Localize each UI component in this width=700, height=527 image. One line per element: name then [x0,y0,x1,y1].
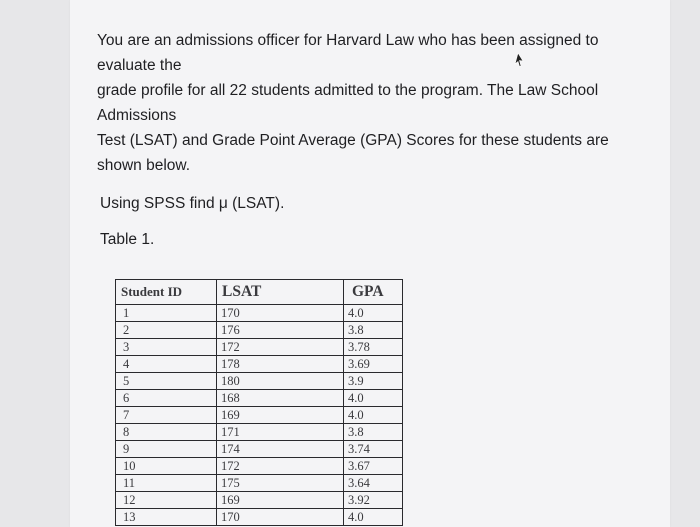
cell-student-id: 12 [116,492,217,509]
question-text [97,28,637,178]
question-line-3: Test (LSAT) and Grade Point Average (GPA) Scores for these students are shown below. [97,132,609,174]
cell-lsat: 169 [217,407,344,424]
cell-gpa: 3.78 [344,339,403,356]
cell-lsat: 176 [217,322,344,339]
cell-gpa: 3.8 [344,322,403,339]
cell-student-id: 2 [116,322,217,339]
cell-gpa: 4.0 [344,390,403,407]
question-prompt: Using SPSS find μ (LSAT). [100,195,285,212]
table-row [116,322,403,339]
cell-student-id: 1 [116,305,217,322]
cell-lsat: 172 [217,458,344,475]
question-line-1: You are an admissions officer for Harvard Law who has been assigned to evaluate the [97,32,599,74]
table-row [116,492,403,509]
cell-gpa: 3.92 [344,492,403,509]
cell-gpa: 3.9 [344,373,403,390]
cell-lsat: 169 [217,492,344,509]
cell-gpa: 4.0 [344,407,403,424]
table-row [116,441,403,458]
header-lsat: LSAT [217,280,344,305]
cell-student-id: 7 [116,407,217,424]
cell-student-id: 5 [116,373,217,390]
cell-student-id: 9 [116,441,217,458]
cell-lsat: 170 [217,305,344,322]
cell-lsat: 178 [217,356,344,373]
cell-student-id: 6 [116,390,217,407]
table-row [116,305,403,322]
table-row [116,458,403,475]
cell-lsat: 171 [217,424,344,441]
header-gpa: GPA [344,280,403,305]
question-line-2: grade profile for all 22 students admitted to the program. The Law School Admissions [97,82,599,124]
cell-gpa: 4.0 [344,305,403,322]
table-caption: Table 1. [100,231,155,248]
cell-lsat: 168 [217,390,344,407]
mouse-pointer-icon [512,53,524,67]
cell-lsat: 175 [217,475,344,492]
table-row [116,475,403,492]
cell-student-id: 11 [116,475,217,492]
table-row [116,407,403,424]
cell-lsat: 174 [217,441,344,458]
table-row [116,373,403,390]
cell-lsat: 172 [217,339,344,356]
cell-gpa: 4.0 [344,509,403,526]
cell-gpa: 3.64 [344,475,403,492]
cell-student-id: 4 [116,356,217,373]
table-row [116,390,403,407]
cell-gpa: 3.67 [344,458,403,475]
cell-student-id: 13 [116,509,217,526]
header-student-id: Student ID [116,280,217,305]
cell-lsat: 170 [217,509,344,526]
table-header-row [116,280,403,305]
table-row [116,356,403,373]
data-table [115,279,403,526]
table-row [116,339,403,356]
table-row [116,509,403,526]
cell-student-id: 8 [116,424,217,441]
cell-gpa: 3.69 [344,356,403,373]
cell-lsat: 180 [217,373,344,390]
table-row [116,424,403,441]
cell-student-id: 3 [116,339,217,356]
cell-gpa: 3.74 [344,441,403,458]
cell-student-id: 10 [116,458,217,475]
cell-gpa: 3.8 [344,424,403,441]
